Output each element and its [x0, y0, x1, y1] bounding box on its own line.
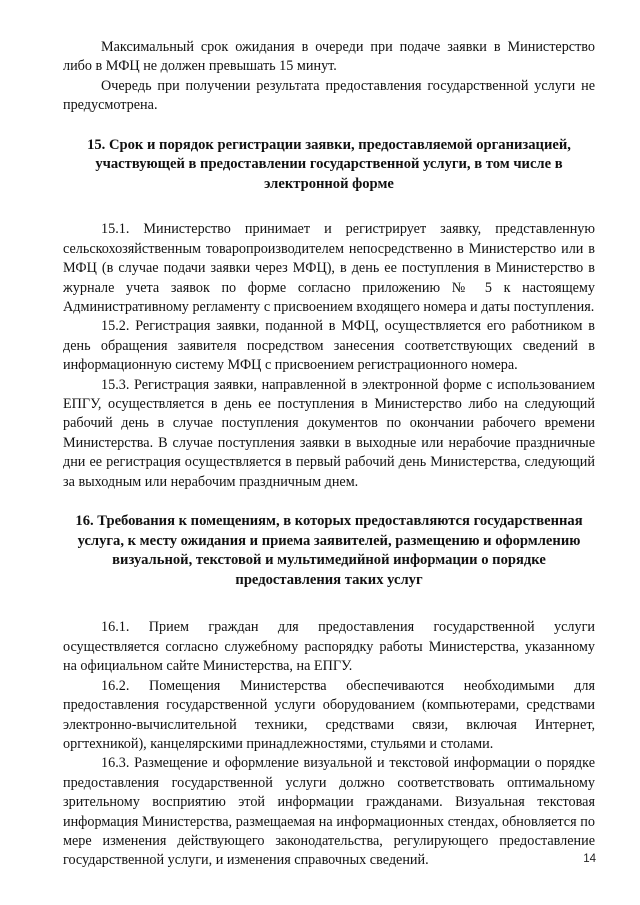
paragraph-queue-wait-time: Максимальный срок ожидания в очереди при подаче заявки в Министерство либо в МФЦ не должен превышать 15 минут.: [63, 39, 595, 75]
paragraph-16-3: 16.3. Размещение и оформление визуальной и текстовой информации о порядке предоставления государственной услуги должно соответствовать оптимальному зрительному восприятию этой информации гражданами. Визуальная текстовая информация Министерства, размещаемая на информационных стендах, обновляется по мере изменения действующего законодательства, регулирующего предоставление государственной услуги, и изменения справочных сведений.: [63, 755, 595, 869]
page-number: 14: [583, 853, 596, 865]
paragraph-queue-result: Очередь при получении результата предоставления государственной услуги не предусмотрена.: [63, 77, 595, 114]
paragraph-15-1: 15.1. Министерство принимает и регистрирует заявку, представленную сельскохозяйственным товаропроизводителем непосредственно в Министерство или в МФЦ (в случае подачи заявки через МФЦ), в день ее поступления в Министерство в журнале учета заявок по форме согласно приложению № 5 к настоящему Административному регламенту с присвоением входящего номера и даты поступления.: [63, 221, 595, 316]
paragraph-16-2: 16.2. Помещения Министерства обеспечиваются необходимыми для предоставления государственной услуги оборудованием (компьютерами, средствами электронно-вычислительной техники, средствами связи, включая Интернет, оргтехникой), канцелярскими принадлежностями, стульями и столами.: [63, 677, 595, 752]
paragraph-15-3: 15.3. Регистрация заявки, направленной в электронной форме с использованием ЕПГУ, осуществляется в день ее поступления в Министерство либо на следующий рабочий день в случае поступления документов по окончании рабочего времени Министерства. В случае поступления заявки в выходные или нерабочие праздничные дни ее регистрация осуществляется в первый рабочий день Министерства, следующий за выходным или нерабочим праздничным днем.: [63, 376, 595, 490]
section-16-heading: 16. Требования к помещениям, в которых предоставляются государственная услуга, к месту ожидания и приема заявителей, размещению и оформлению визуальной, текстовой и мультимедийной информации о порядке предоставления таких услуг: [75, 513, 583, 588]
paragraph-15-2: 15.2. Регистрация заявки, поданной в МФЦ, осуществляется его работником в день обращения заявителя посредством занесения соответствующих сведений в информационную систему МФЦ с присвоением регистрационного номера.: [63, 318, 595, 374]
document-page: [63, 38, 595, 871]
paragraph-16-1: 16.1. Прием граждан для предоставления государственной услуги осуществляется согласно служебному распорядку работы Министерства, указанному на официальном сайте Министерства, на ЕПГУ.: [63, 619, 595, 675]
section-15-heading: 15. Срок и порядок регистрации заявки, предоставляемой организацией, участвующей в предоставлении государственной услуги, в том числе в электронной форме: [87, 136, 571, 192]
